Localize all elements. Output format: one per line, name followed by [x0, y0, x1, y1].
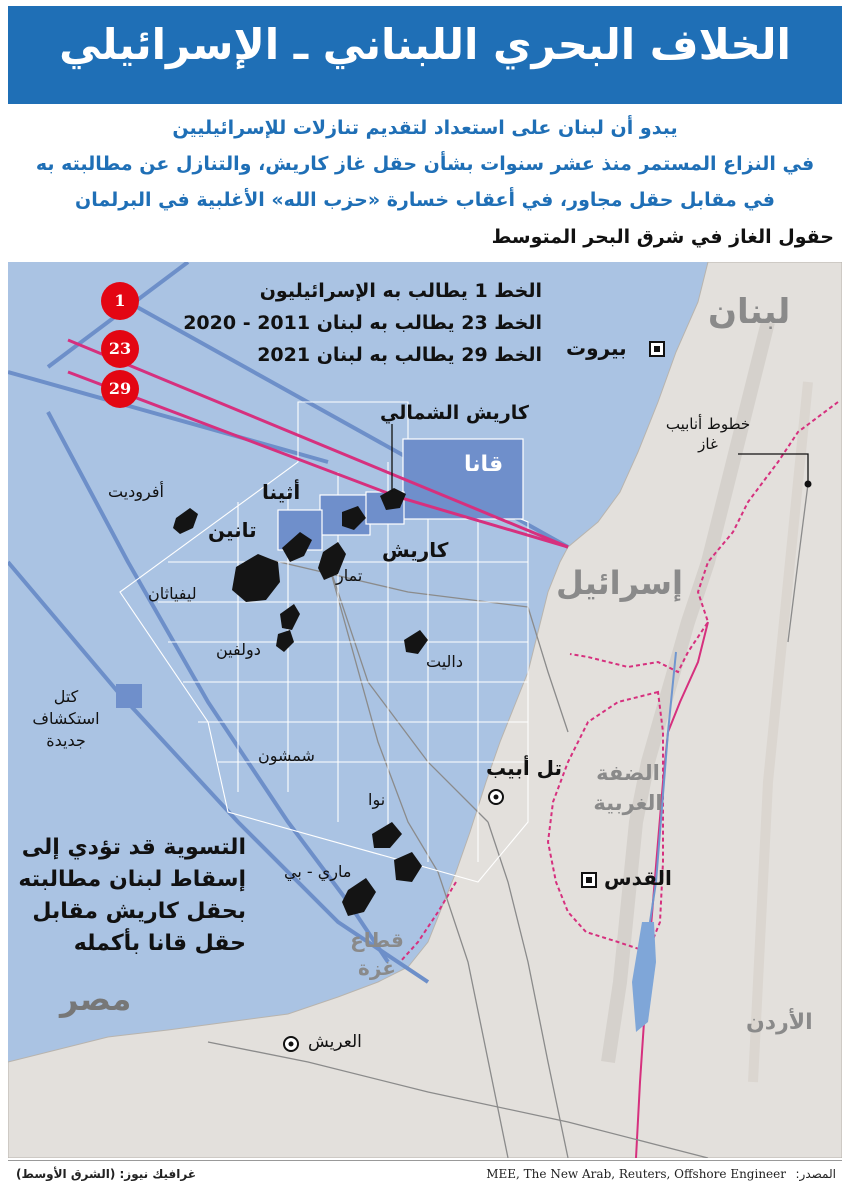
label-west-bank: الضفة الغربية	[593, 761, 663, 815]
callout-line-4: حقل قانا بأكمله	[73, 931, 246, 956]
intro-line-1: يبدو أن لبنان على استعداد لتقديم تنازلات للإسرائيليين	[172, 117, 678, 139]
footer	[8, 1160, 842, 1187]
label-jerusalem: القدس	[604, 866, 672, 890]
label-beirut: بيروت	[566, 336, 627, 360]
label-gaza: قطاع غزة	[350, 928, 404, 980]
source-label: المصدر:	[795, 1167, 836, 1181]
settlement-callout	[16, 832, 246, 960]
intro-text	[10, 110, 840, 218]
label-qana: قانا	[464, 452, 504, 477]
label-el-arish: العريش	[308, 1032, 362, 1052]
label-shimshon: شمشون	[258, 746, 315, 765]
source-text: MEE, The New Arab, Reuters, Offshore Engineer	[486, 1167, 786, 1181]
label-tamar: تمار	[336, 566, 363, 585]
label-israel: إسرائيل	[556, 564, 683, 602]
label-athena: أثينا	[262, 480, 301, 504]
label-pipelines: خطوط أنابيب غاز	[665, 415, 751, 453]
label-aphrodite: أفروديت	[108, 482, 164, 501]
legend-block-swatch	[116, 684, 142, 708]
callout-line-1: التسوية قد تؤدي إلى	[21, 835, 246, 860]
badge-line-23: 23	[101, 330, 139, 368]
label-karish-north: كاريش الشمالي	[380, 402, 529, 424]
page-title: الخلاف البحري اللبناني ـ الإسرائيلي	[59, 20, 791, 69]
label-lebanon: لبنان	[708, 292, 791, 332]
label-leviathan: ليفياثان	[148, 584, 197, 603]
label-jordan: الأردن	[746, 1010, 813, 1035]
label-tanin: تانين	[208, 518, 257, 542]
legend-new-blocks: كتل استكشاف جديدة	[32, 687, 100, 750]
map-subheading: حقول الغاز في شرق البحر المتوسط	[491, 226, 834, 248]
legend-line-23: الخط 23 يطالب به لبنان 2011 - 2020	[183, 312, 542, 334]
legend-line-29: الخط 29 يطالب به لبنان 2021	[257, 344, 542, 366]
callout-line-3: بحقل كاريش مقابل	[32, 899, 246, 924]
intro-line-3: في مقابل حقل مجاور، في أعقاب خسارة «حزب الله» الأغلبية في البرلمان	[75, 189, 775, 211]
map	[8, 262, 842, 1158]
label-noa: نوا	[368, 790, 386, 809]
label-dolphin: دولفين	[216, 640, 261, 659]
label-egypt: مصر	[60, 980, 132, 1018]
legend-line-1: الخط 1 يطالب به الإسرائيليون	[259, 280, 542, 302]
label-dalit: داليت	[426, 652, 463, 671]
label-mari-b: ماري - بي	[284, 862, 352, 881]
badge-line-1: 1	[101, 282, 139, 320]
badge-line-29: 29	[101, 370, 139, 408]
title-bar	[8, 6, 842, 104]
graphic-credit: غرافيك نيوز: (الشرق الأوسط)	[16, 1167, 197, 1181]
intro-line-2: في النزاع المستمر منذ عشر سنوات بشأن حقل غاز كاريش، والتنازل عن مطالبته به	[35, 153, 815, 175]
callout-line-2: إسقاط لبنان مطالبته	[18, 867, 246, 892]
label-karish: كاريش	[382, 538, 449, 562]
label-tel-aviv: تل أبيب	[486, 756, 563, 780]
